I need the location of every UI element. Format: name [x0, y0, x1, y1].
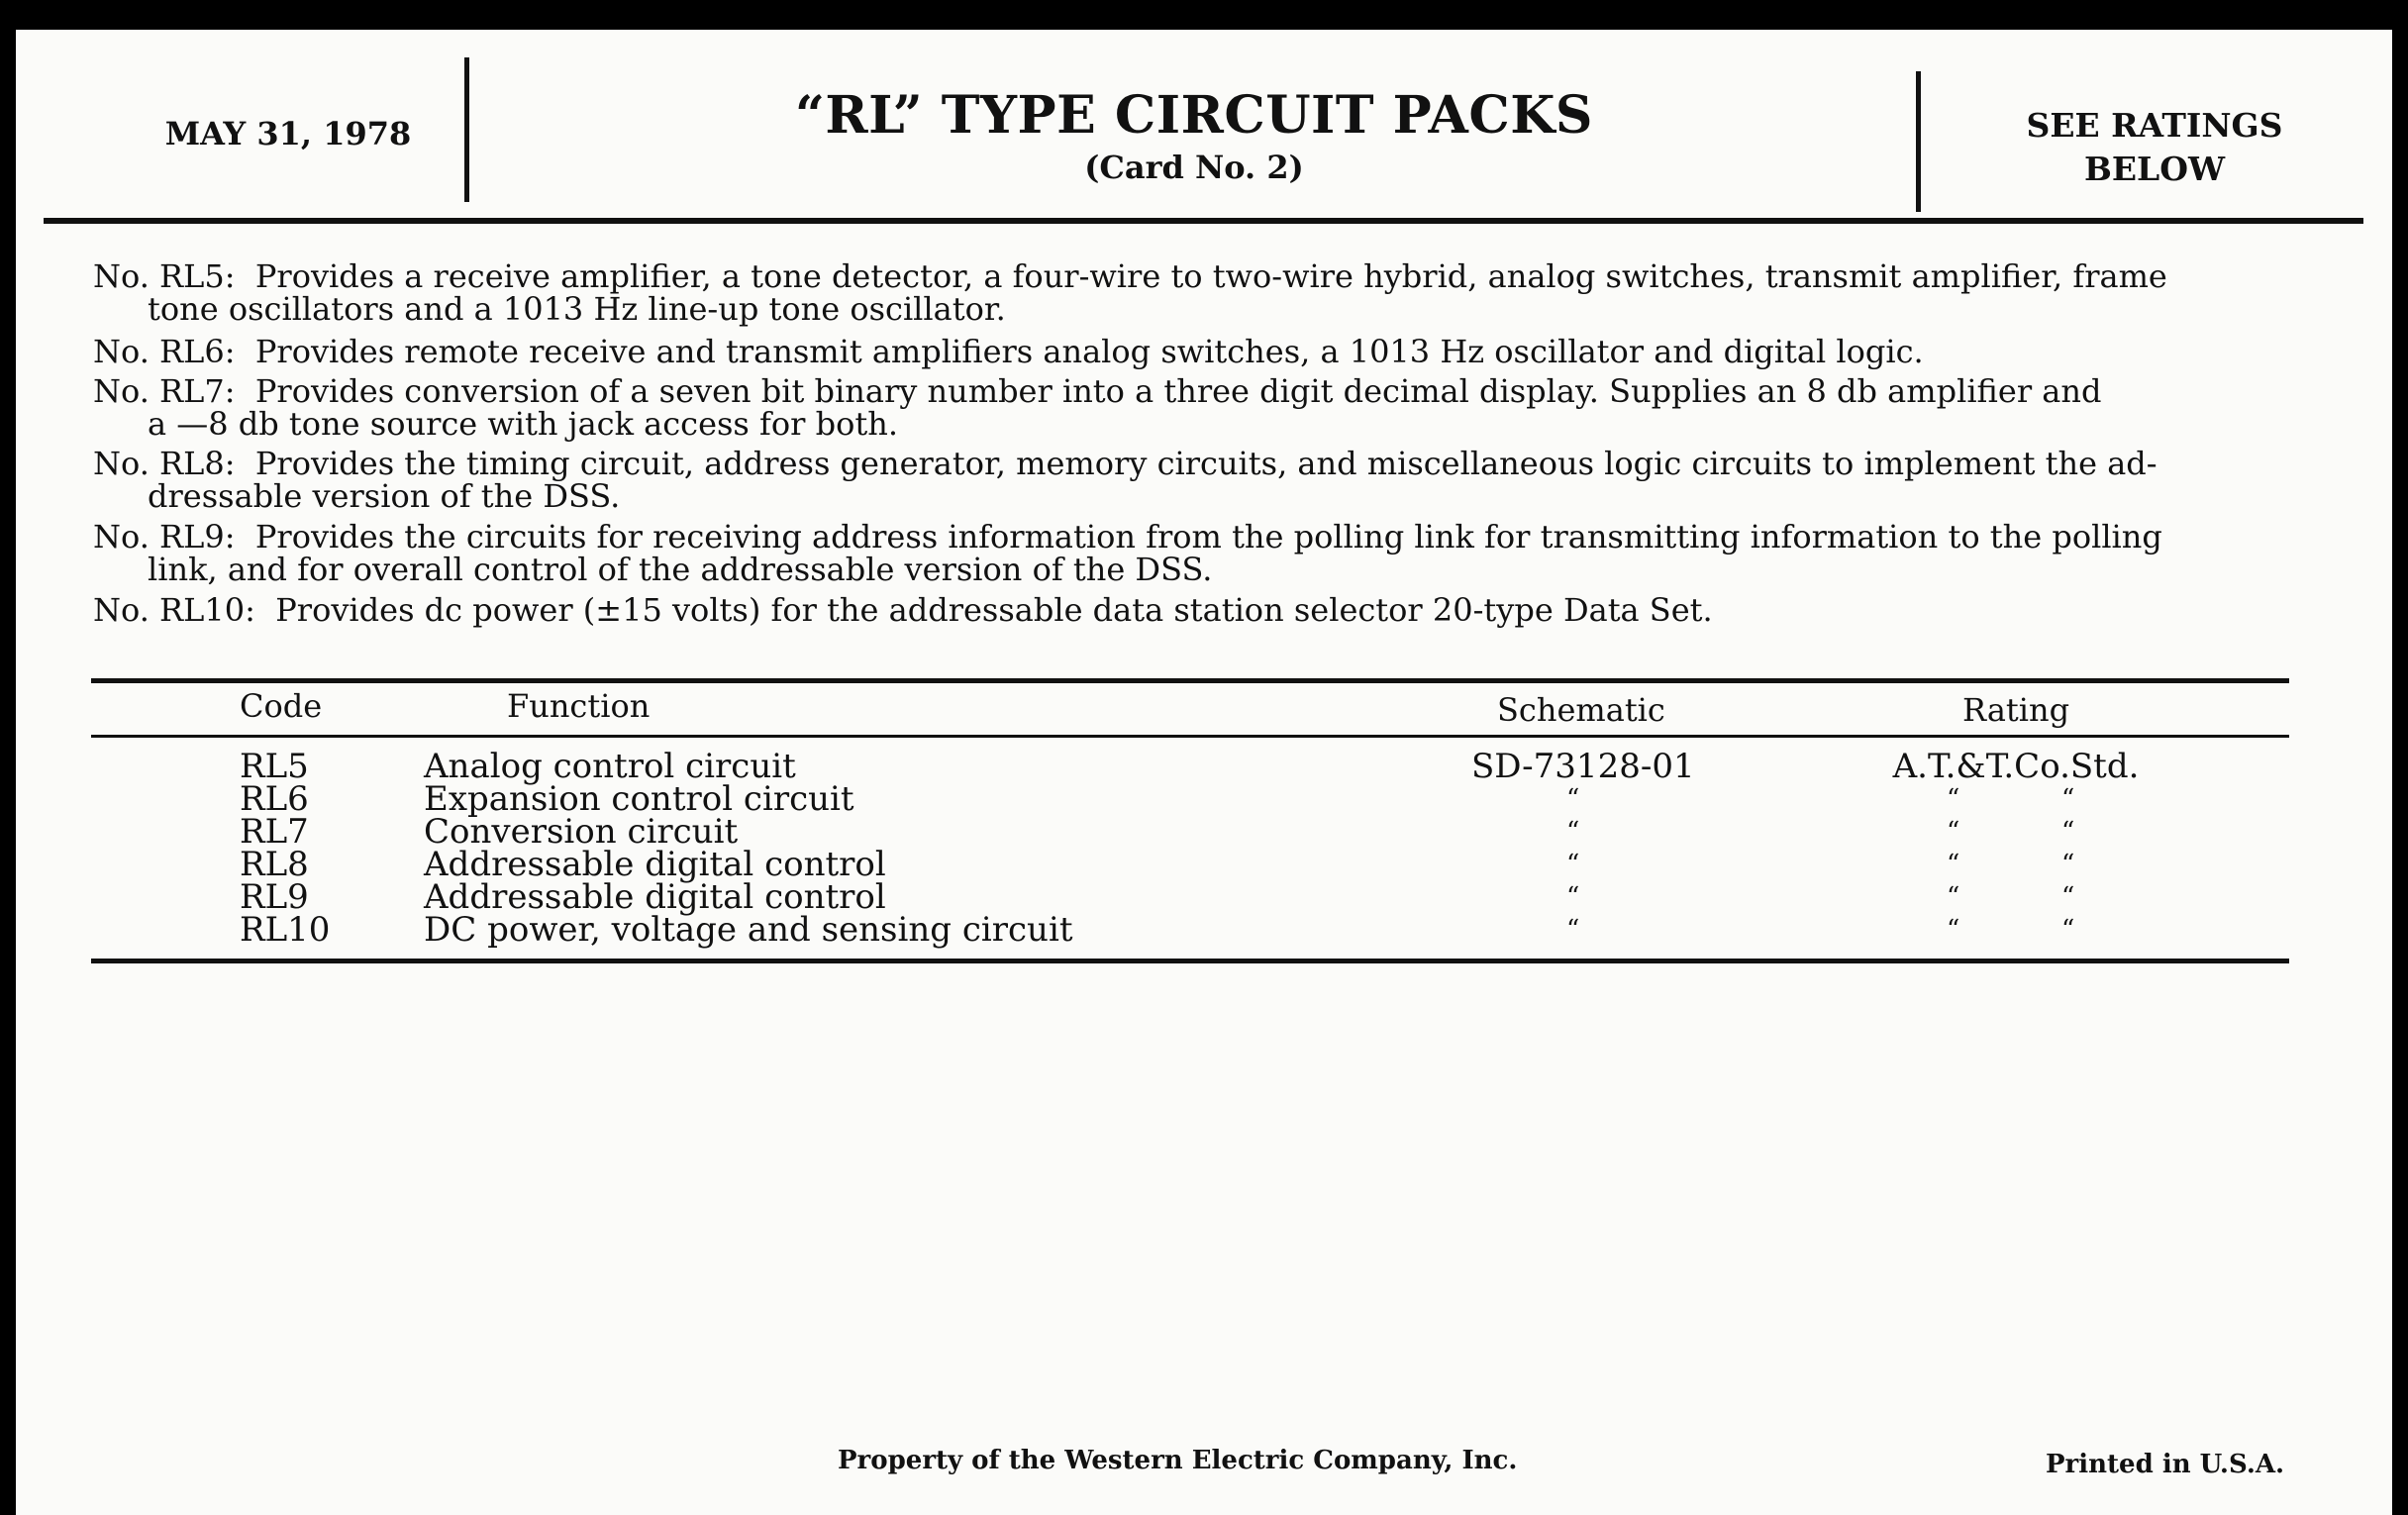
description-text: Provides the timing circuit, address generator, memory circuits, and miscellaneous logic circuits to implement the ad- [254, 445, 2157, 482]
header-date: MAY 31, 1978 [164, 115, 412, 152]
description-text: Provides remote receive and transmit amplifiers analog switches, a 1013 Hz oscillator and digital logic. [254, 333, 1924, 370]
description-text: Provides dc power (±15 volts) for the addressable data station selector 20-type Data Set. [275, 591, 1713, 629]
document-card [16, 30, 2392, 1515]
description-code: No. RL10: [93, 591, 255, 629]
cell-code: RL9 [240, 877, 309, 917]
cell-schematic-ditto: “ [1566, 817, 1580, 847]
cell-rating-ditto: “ [1947, 817, 1960, 847]
description-rl7 [93, 372, 2311, 443]
cell-function: DC power, voltage and sensing circuit [424, 910, 1073, 950]
cell-rating-ditto: “ [2061, 817, 2075, 847]
cell-schematic-ditto: “ [1566, 915, 1580, 945]
cell-function: Conversion circuit [424, 812, 739, 852]
cell-function: Addressable digital control [424, 845, 886, 884]
description-text: Provides the circuits for receiving address information from the polling link for transmitting information to the polling [254, 518, 2162, 556]
cell-function: Expansion control circuit [424, 779, 854, 819]
page-subtitle: (Card No. 2) [1084, 149, 1304, 186]
cell-code: RL7 [240, 812, 309, 852]
cell-rating-ditto: “ [1947, 882, 1960, 912]
description-rl8 [93, 445, 2311, 515]
rating-note-line1: SEE RATINGS [2026, 106, 2283, 145]
description-text-cont: a —8 db tone source with jack access for both. [148, 405, 898, 443]
cell-rating-ditto: “ [2061, 882, 2075, 912]
cell-rating-ditto: “ [1947, 784, 1960, 814]
header-divider-right [1916, 71, 1921, 212]
cell-schematic-ditto: “ [1566, 850, 1580, 879]
cell-schematic-ditto: “ [1566, 784, 1580, 814]
description-text: Provides a receive amplifier, a tone detector, a four-wire to two-wire hybrid, analog switches, transmit amplifier, frame [254, 257, 2167, 295]
cell-function: Analog control circuit [424, 747, 796, 786]
table-bottom-rule [91, 959, 2289, 963]
description-code: No. RL8: [93, 445, 236, 482]
cell-schematic-ditto: “ [1566, 882, 1580, 912]
description-rl9 [93, 518, 2311, 588]
cell-code: RL5 [240, 747, 309, 786]
description-code: No. RL6: [93, 333, 236, 370]
cell-code: RL6 [240, 779, 309, 819]
description-text-cont: link, and for overall control of the addressable version of the DSS. [148, 551, 1213, 588]
table-row [16, 747, 2392, 786]
cell-rating: A.T.&T.Co.Std. [1892, 747, 2140, 786]
cell-rating-ditto: “ [2061, 784, 2075, 814]
column-header-schematic: Schematic [1497, 691, 1665, 729]
cell-code: RL10 [240, 910, 331, 950]
table-row [16, 845, 2392, 884]
footer-property: Property of the Western Electric Company, Inc. [838, 1446, 1518, 1475]
table-row [16, 812, 2392, 852]
cell-rating-ditto: “ [2061, 915, 2075, 945]
description-rl5 [93, 257, 2311, 328]
description-text-cont: dressable version of the DSS. [148, 477, 621, 515]
description-code: No. RL5: [93, 257, 236, 295]
rating-note-line2: BELOW [2083, 150, 2226, 188]
cell-rating-ditto: “ [2061, 850, 2075, 879]
table-row [16, 779, 2392, 819]
page-title: “RL” TYPE CIRCUIT PACKS [795, 85, 1593, 146]
footer-printed: Printed in U.S.A. [2046, 1450, 2285, 1479]
description-rl6 [93, 333, 2311, 370]
description-text-cont: tone oscillators and a 1013 Hz line-up tone oscillator. [148, 290, 1006, 328]
description-code: No. RL9: [93, 518, 236, 556]
table-header-rule [91, 735, 2289, 738]
header-divider-left [464, 57, 469, 202]
header-rating-note [1932, 104, 2377, 191]
column-header-function: Function [507, 687, 651, 725]
description-code: No. RL7: [93, 372, 236, 410]
header-rule [44, 218, 2363, 224]
description-rl10 [93, 591, 2311, 629]
cell-rating-ditto: “ [1947, 915, 1960, 945]
table-top-rule [91, 678, 2289, 683]
cell-schematic: SD-73128-01 [1471, 747, 1695, 786]
table-row [16, 910, 2392, 950]
cell-rating-ditto: “ [1947, 850, 1960, 879]
cell-function: Addressable digital control [424, 877, 886, 917]
column-header-rating: Rating [1962, 691, 2070, 729]
column-header-code: Code [240, 687, 323, 725]
cell-code: RL8 [240, 845, 309, 884]
table-row [16, 877, 2392, 917]
description-text: Provides conversion of a seven bit binary number into a three digit decimal display. Supplies an 8 db amplifier and [254, 372, 2102, 410]
